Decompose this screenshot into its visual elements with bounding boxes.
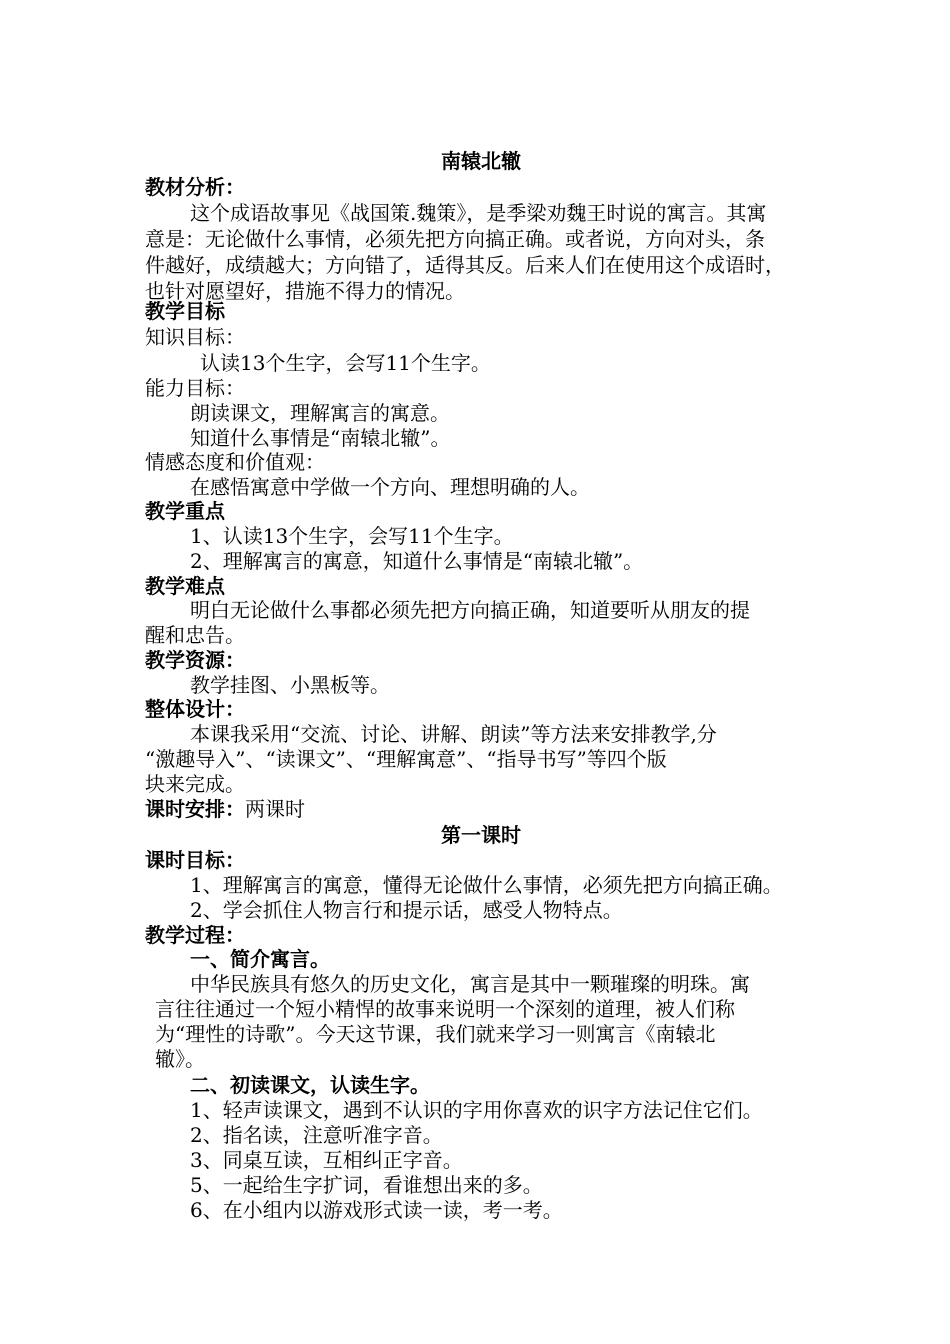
paragraph-line: 这个成语故事见《战国策.魏策》，是季梁劝魏王时说的寓言。其寓 [190,201,767,225]
list-item: 2、指名读，注意听准字音。 [190,1123,443,1147]
section-heading-mubiao: 教学目标 [145,299,225,323]
paragraph-line: 辙》。 [155,1047,205,1071]
list-item: 2、学会抓住人物言行和提示话，感受人物特点。 [190,898,623,922]
list-item: 朗读课文，理解寓言的寓意。 [190,401,450,425]
list-item: 1、轻声读课文，遇到不认识的字用你喜欢的识字方法记住它们。 [190,1098,763,1122]
list-item: 2、理解寓言的寓意，知道什么事情是“南辕北辙”。 [190,549,644,573]
paragraph-line: 块来完成。 [145,772,245,796]
step-heading: 一、简介寓言。 [190,947,330,971]
paragraph-line: 明白无论做什么事都必须先把方向搞正确，知道要听从朋友的提 [190,598,750,622]
list-item: 3、同桌互读，互相纠正字音。 [190,1148,463,1172]
paragraph-line: 言往往通过一个短小精悍的故事来说明一个深刻的道理，被人们称 [155,997,735,1021]
paragraph-line: 件越好，成绩越大；方向错了，适得其反。后来人们在使用这个成语时， [145,253,785,277]
paragraph-line: 本课我采用“交流、讨论、讲解、朗读”等方法来安排教学,分 [190,722,717,746]
list-item: 在感悟寓意中学做一个方向、理想明确的人。 [190,475,590,499]
subheading-zhishi: 知识目标： [145,325,245,349]
list-item: 1、认读13个生字，会写11个生字。 [190,524,514,548]
section-heading-zhongdian: 教学重点 [145,499,225,523]
section-heading-jiaocai: 教材分析： [145,175,245,199]
subheading-qinggan: 情感态度和价值观： [145,450,325,474]
paragraph-line: 教学挂图、小黑板等。 [190,673,390,697]
list-item: 1、理解寓言的寓意，懂得无论做什么事情，必须先把方向搞正确。 [190,873,783,897]
schedule-line [145,796,305,822]
paragraph-line: 意是：无论做什么事情，必须先把方向搞正确。或者说，方向对头，条 [145,227,765,251]
paragraph-line: 中华民族具有悠久的历史文化，寓言是其中一颗璀璨的明珠。寓 [190,972,750,996]
section-heading-sheji: 整体设计： [145,697,245,721]
section-heading-nandian: 教学难点 [145,574,225,598]
list-item: 认读13个生字，会写11个生字。 [200,351,491,375]
list-item: 知道什么事情是“南辕北辙”。 [190,426,451,450]
section-heading-ziyuan: 教学资源： [145,648,245,672]
lesson-heading: 第一课时 [441,823,521,847]
step-heading: 二、初读课文，认读生字。 [190,1073,430,1097]
paragraph-line: “激趣导入”、“读课文”、“理解寓意”、“指导书写”等四个版 [145,747,667,771]
paragraph-line: 醒和忠告。 [145,623,245,647]
section-heading-guocheng: 教学过程： [145,923,245,947]
list-item: 6、在小组内以游戏形式读一读，考一考。 [190,1198,563,1222]
schedule-label: 课时安排： [145,797,245,821]
paragraph-line: 为“理性的诗歌”。今天这节课，我们就来学习一则寓言《南辕北 [155,1022,716,1046]
document-title: 南辕北辙 [441,149,521,173]
section-heading-keshi-mubiao: 课时目标： [145,848,245,872]
list-item: 5、一起给生字扩词，看谁想出来的多。 [190,1173,543,1197]
schedule-value: 两课时 [245,797,305,821]
paragraph-line: 也针对愿望好，措施不得力的情况。 [145,279,465,303]
subheading-nengli: 能力目标： [145,376,245,400]
